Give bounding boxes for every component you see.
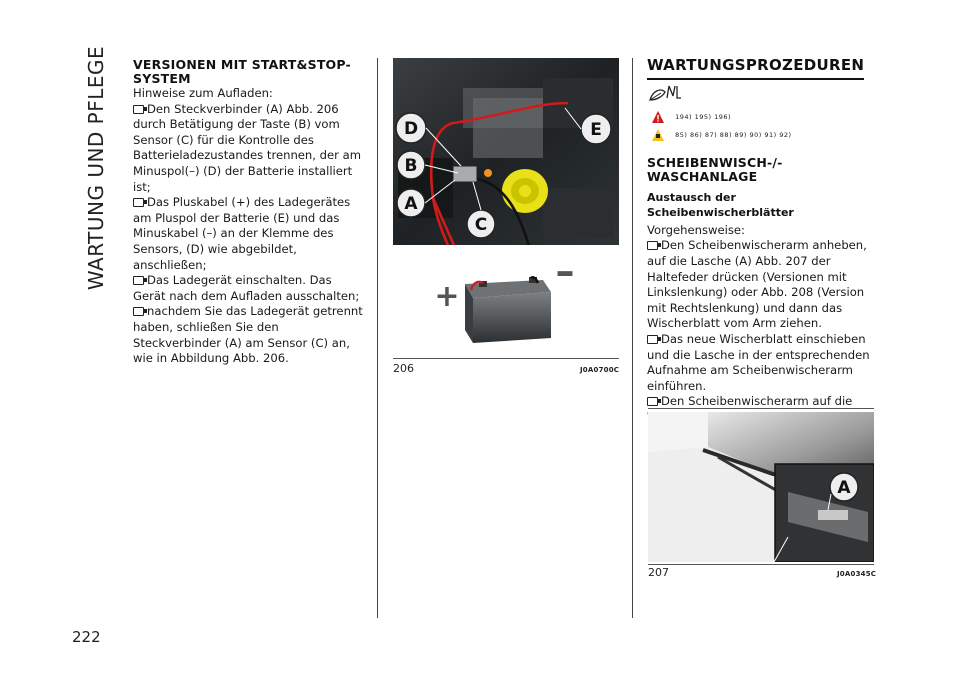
svg-text:B: B bbox=[404, 156, 418, 176]
svg-text:A: A bbox=[837, 478, 851, 498]
label-c-marker bbox=[467, 210, 495, 238]
procedure-intro: Vorgehensweise: bbox=[647, 222, 745, 237]
left-bullet-4: nachdem Sie das Ladegerät getrennt haben, schließen Sie den Steckverbinder (A) am Sensor (C) an, wie in Abbildung Abb. 206. bbox=[133, 304, 363, 366]
left-column bbox=[133, 58, 365, 367]
column-divider-left bbox=[377, 58, 378, 618]
bullet-icon bbox=[647, 397, 658, 406]
side-title-text: WARTUNG UND PFLEGE bbox=[84, 45, 108, 290]
battery-illustration bbox=[393, 58, 619, 354]
side-section-title bbox=[74, 40, 118, 295]
environment-icon bbox=[647, 82, 683, 104]
figure-207-code: J0A0345C bbox=[837, 570, 877, 578]
left-bullet-3: Das Ladegerät einschalten. Das Gerät nach dem Aufladen ausschalten; bbox=[133, 273, 360, 303]
minus-sign: – bbox=[555, 249, 575, 293]
figure-207-rule bbox=[648, 564, 874, 565]
svg-text:D: D bbox=[403, 119, 419, 139]
maintenance-heading: WARTUNGSPROZEDUREN bbox=[647, 58, 864, 80]
start-stop-heading: VERSIONEN MIT START&STOP-SYSTEM bbox=[133, 57, 351, 86]
charging-intro: Hinweise zum Aufladen: bbox=[133, 86, 273, 100]
label-a-marker bbox=[397, 189, 425, 217]
warning-references bbox=[651, 108, 879, 126]
label-e-marker bbox=[581, 114, 611, 144]
svg-text:C: C bbox=[474, 215, 488, 235]
bullet-icon bbox=[133, 105, 144, 114]
figure-207-wiper bbox=[648, 412, 874, 562]
figure-207-number: 207 bbox=[648, 566, 669, 579]
bullet-icon bbox=[133, 307, 144, 316]
label-a-marker-207 bbox=[830, 473, 858, 501]
warning-icon bbox=[651, 110, 665, 124]
right-bullet-1: Den Scheibenwischerarm anheben, auf die Lasche (A) Abb. 207 der Haltefeder drücken (Versionen mit Linkslenkung) oder Abb. 208 (Version mit Rechtslenkung) und dann das Wischerblatt vom Arm ziehen. bbox=[647, 238, 867, 331]
figure-206-battery bbox=[393, 58, 619, 354]
left-bullet-1: Den Steckverbinder (A) Abb. 206 durch Betätigung der Taste (B) vom Sensor (C) für die Kontrolle des Batterieladezustandes trennen, der am Minuspol(–) (D) der Batterie installiert ist; bbox=[133, 101, 361, 194]
caution-references bbox=[651, 126, 879, 144]
left-bullet-2: Das Pluskabel (+) des Ladegerätes am Pluspol der Batterie (E) und das Minuskabel (–) an der Klemme des Sensors, (D) wie abgebildet, anschließen; bbox=[133, 195, 351, 272]
bullet-icon bbox=[647, 335, 658, 344]
warning-refs-text: 194) 195) 196) bbox=[675, 112, 732, 121]
wiper-section-heading: SCHEIBENWISCH-/-WASCHANLAGE bbox=[647, 154, 783, 184]
page-number: 222 bbox=[72, 628, 101, 646]
right-bullet-2: Das neue Wischerblatt einschieben und die Lasche in der entsprechenden Aufnahme am Scheibenwischerarm einführen. bbox=[647, 331, 870, 393]
eco-icon-row bbox=[647, 82, 879, 108]
svg-text:A: A bbox=[404, 194, 418, 214]
figure-206-rule bbox=[393, 358, 619, 359]
wiper-illustration bbox=[648, 412, 874, 562]
caution-hand-icon bbox=[651, 128, 665, 142]
battery-body bbox=[473, 292, 551, 343]
plus-sign: + bbox=[434, 279, 460, 314]
bullet-icon bbox=[133, 198, 144, 207]
caution-refs-text: 85) 86) 87) 88) 89) 90) 91) 92) bbox=[675, 130, 792, 139]
label-b-marker bbox=[397, 151, 425, 179]
right-bullet-3: Den Scheibenwischerarm auf die bbox=[647, 394, 879, 425]
svg-text:E: E bbox=[590, 120, 602, 140]
right-column bbox=[647, 58, 879, 426]
bullet-icon bbox=[133, 276, 144, 285]
figure-207-top-rule bbox=[648, 408, 874, 409]
figure-206-number: 206 bbox=[393, 362, 414, 375]
label-d-marker bbox=[396, 113, 426, 143]
figure-206-code: J0A0700C bbox=[580, 366, 620, 374]
column-divider-right bbox=[632, 58, 633, 618]
wiper-blade-subheading: Austausch der Scheibenwischerblätter bbox=[647, 190, 794, 220]
bullet-icon bbox=[647, 241, 658, 250]
